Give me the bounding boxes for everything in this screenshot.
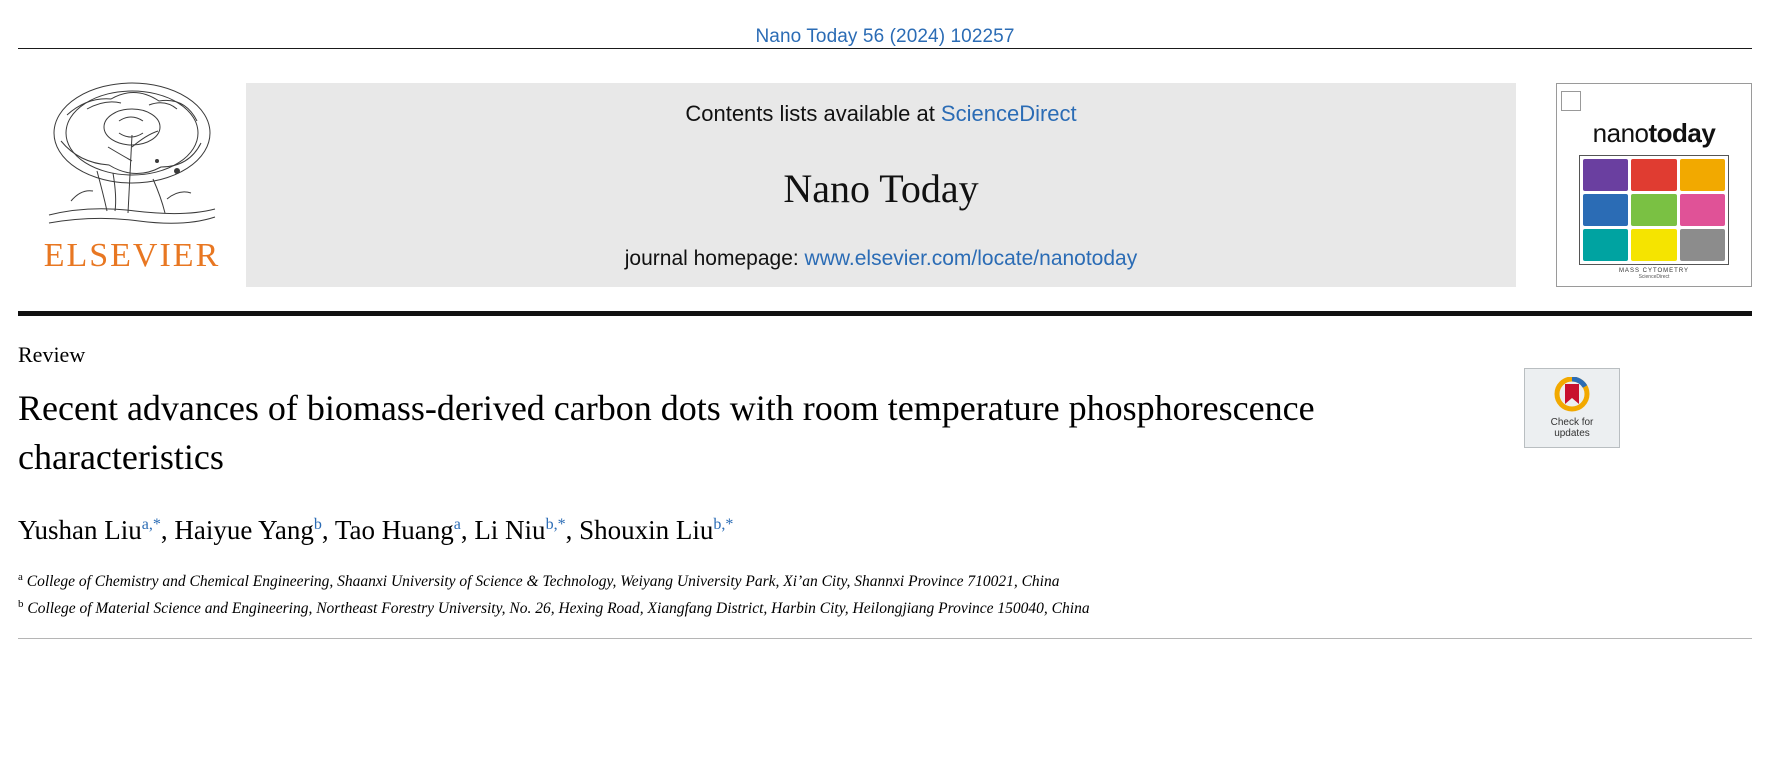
author-entry[interactable] (18, 515, 161, 545)
contents-prefix: Contents lists available at (685, 101, 941, 126)
author-entry[interactable] (335, 515, 461, 545)
article-header (18, 342, 1752, 622)
journal-title: Nano Today (783, 165, 979, 211)
author-entry[interactable] (579, 515, 733, 545)
journal-banner-center (246, 83, 1516, 287)
affiliation-text: College of Material Science and Engineering, Northeast Forestry University, No. 26, Hexing Road, Xiangfang District, Harbin City, Heilongjiang Province 150040, China (27, 600, 1090, 618)
journal-banner (18, 69, 1752, 301)
author-name: Haiyue Yang (174, 515, 314, 546)
cover-cell (1680, 159, 1725, 191)
author-name: Li Niu (474, 515, 546, 546)
banner-bottom-rule (18, 311, 1752, 316)
article-header-bottom-rule (18, 638, 1752, 639)
elsevier-tree-icon (37, 75, 227, 235)
cover-cell (1631, 194, 1676, 226)
crossmark-line1: Check for (1550, 416, 1594, 428)
author-marks: b,* (545, 516, 566, 534)
crossmark-badge[interactable] (1524, 368, 1620, 448)
affiliation-list (18, 568, 1752, 621)
elsevier-logo (18, 69, 246, 301)
cover-brand-second: today (1648, 118, 1716, 148)
journal-cover-thumbnail[interactable] (1556, 83, 1752, 287)
affiliation-mark: b (18, 597, 24, 610)
journal-homepage-link[interactable]: www.elsevier.com/locate/nanotoday (804, 247, 1138, 270)
author-name: Yushan Liu (18, 515, 142, 546)
article-type-label: Review (18, 342, 86, 367)
cover-caption: MASS CYTOMETRY (1618, 268, 1690, 274)
sciencedirect-link[interactable]: ScienceDirect (940, 101, 1077, 126)
cover-cell (1583, 194, 1628, 226)
author-marks: a,* (141, 516, 161, 534)
affiliation-mark: a (18, 571, 23, 584)
crossmark-line2: updates (1554, 428, 1590, 439)
author-marks: b,* (713, 516, 734, 534)
affiliation-item (18, 595, 1752, 622)
journal-homepage-line (625, 247, 1137, 271)
author-name: Shouxin Liu (579, 515, 714, 546)
affiliation-text: College of Chemistry and Chemical Engineering, Shaanxi University of Science & Technology, Weiyang University Park, Xi’an City, Shannxi Province 710021, China (26, 573, 1060, 591)
homepage-prefix: journal homepage: (624, 247, 805, 270)
page-title: Recent advances of biomass-derived carbon dots with room temperature phosphorescence characteristics (18, 388, 1315, 477)
cover-brand-first: nano (1592, 118, 1649, 148)
author-marks: b (313, 516, 322, 534)
cover-brand (1593, 118, 1716, 149)
cover-cell (1631, 229, 1676, 261)
cover-cell (1680, 229, 1725, 261)
crossmark-label (1551, 417, 1594, 440)
cover-topbar (1561, 90, 1747, 112)
cover-cell (1583, 159, 1628, 191)
cover-artwork-grid (1579, 155, 1729, 265)
cover-cell (1583, 229, 1628, 261)
cover-footer: ScienceDirect (1638, 274, 1670, 280)
author-entry[interactable] (174, 515, 322, 545)
author-name: Tao Huang (334, 515, 454, 546)
crossmark-icon (1552, 377, 1592, 415)
cover-elsevier-tree-icon (1561, 91, 1581, 111)
author-entry[interactable] (474, 515, 565, 545)
cover-cell (1680, 194, 1725, 226)
elsevier-wordmark: ELSEVIER (43, 237, 221, 274)
cover-cell (1631, 159, 1676, 191)
author-marks: a (453, 516, 461, 534)
affiliation-item (18, 568, 1752, 595)
running-head: Nano Today 56 (2024) 102257 (755, 26, 1015, 47)
contents-available-line (685, 101, 1076, 127)
banner-top-rule (18, 48, 1752, 49)
author-list: Yushan Liu$^{a,*}$, Haiyue Yang$^b$, Tao Huang$^a$, Li Niu$^{b,*}$, Shouxin Liu$^{b,*}$ (18, 515, 734, 546)
